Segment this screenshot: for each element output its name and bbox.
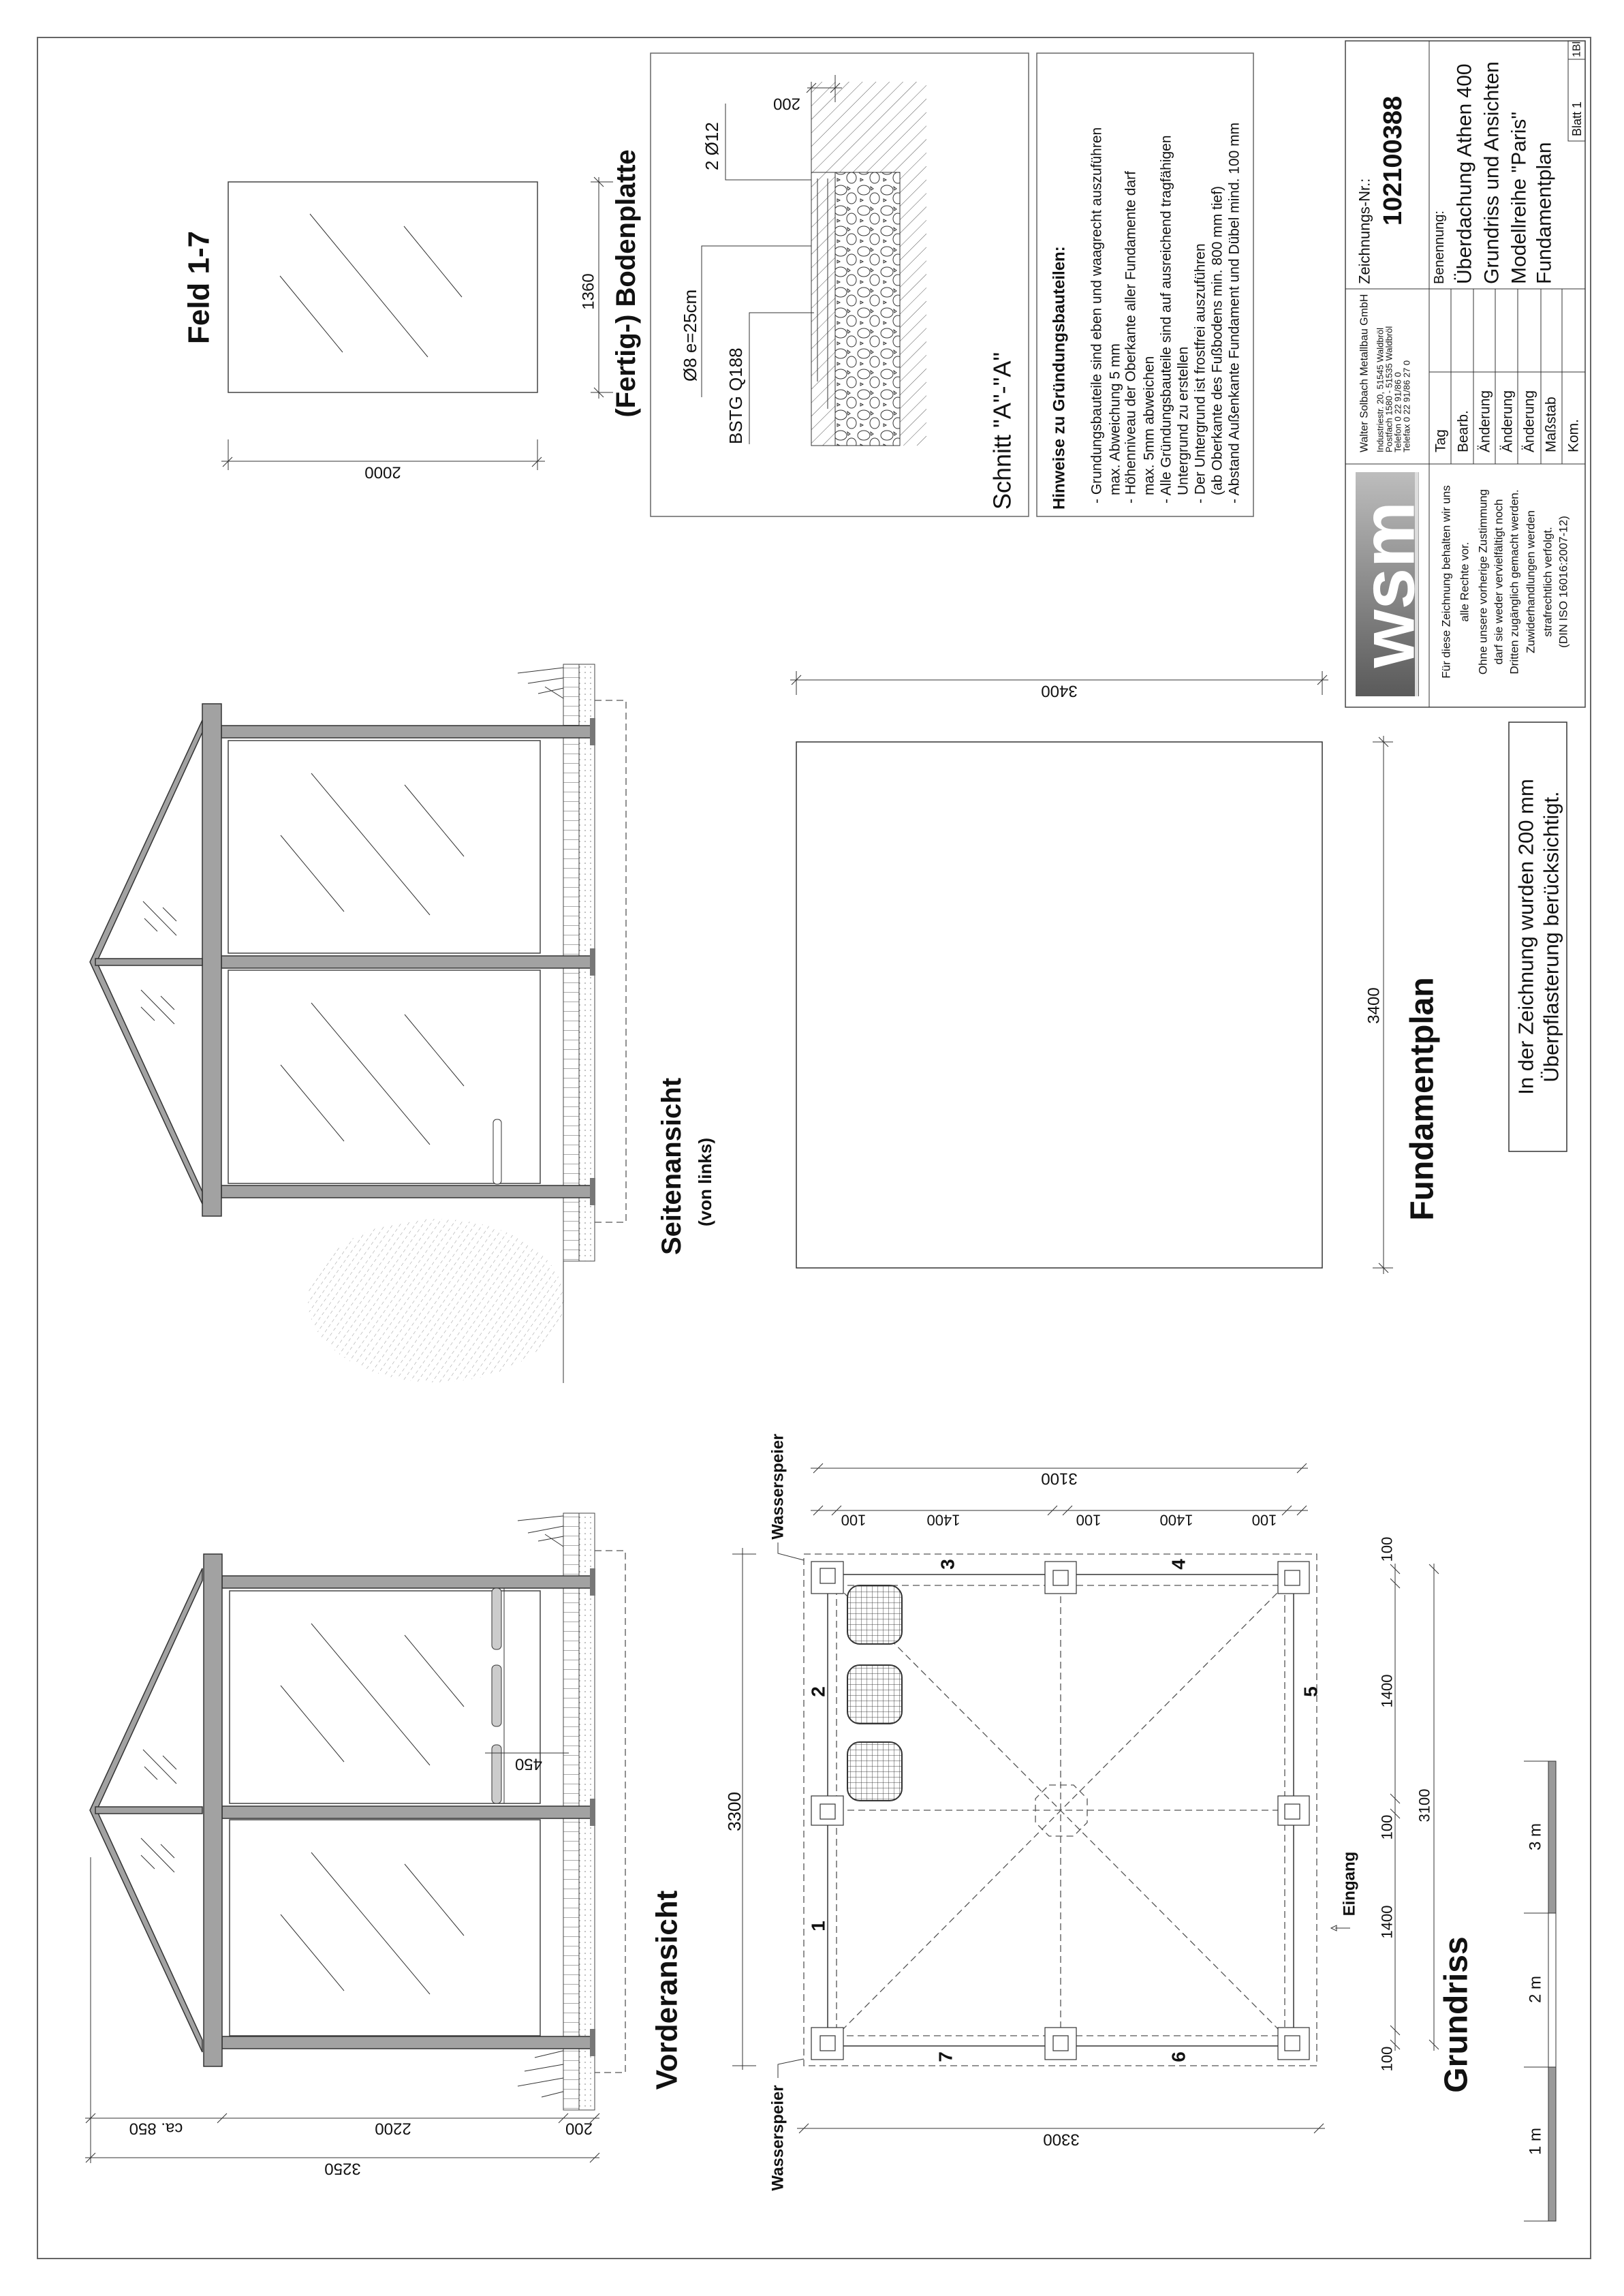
company-address: Telefon 0 22 91/86 0 xyxy=(1392,372,1403,452)
scale-label: 3 m xyxy=(1526,1822,1545,1851)
designation-label: Benennung: xyxy=(1432,211,1447,284)
row-label: Tag xyxy=(1433,429,1449,452)
gable-tie xyxy=(95,959,202,965)
section-dim-label: 200 xyxy=(772,94,801,113)
door-handle-icon xyxy=(493,1119,501,1184)
note-line: max. Abweichung 5 mm xyxy=(1107,343,1123,495)
row-label: Kom. xyxy=(1565,418,1582,452)
note-line: Untergrund zu erstellen xyxy=(1175,346,1191,495)
post xyxy=(221,726,593,738)
spout-label-bottom: Wasserspeier xyxy=(768,2085,787,2191)
plan-dim-top-part: 100 xyxy=(1076,1511,1102,1529)
plan-dim-right-part: 1400 xyxy=(1378,1905,1396,1939)
copyright-line: Ohne unsere vorherige Zustimmung xyxy=(1476,488,1490,675)
plan-dim-top-part: 1400 xyxy=(1159,1511,1193,1529)
field-number: 6 xyxy=(1168,2051,1189,2062)
floor-plan-title: Grundriss xyxy=(1438,1936,1475,2093)
foundation-outline xyxy=(595,700,626,1222)
plan-dim-top-part: 100 xyxy=(1251,1511,1277,1529)
designation-line: Fundamentplan xyxy=(1533,142,1556,284)
copyright-line: Für diese Zeichnung behalten wir uns xyxy=(1439,485,1453,679)
glass-reflection xyxy=(281,1624,464,1765)
field-number: 2 xyxy=(807,1686,829,1697)
plan-dim-bottom: 3300 xyxy=(1043,2130,1080,2149)
foundation-slab xyxy=(796,742,1322,1268)
section-detail xyxy=(611,53,1029,516)
ridge-beam xyxy=(202,704,221,1216)
panel-detail xyxy=(183,177,614,482)
roof-beams-hidden xyxy=(837,1585,1285,2036)
soil-hatch xyxy=(811,82,926,172)
field-number: 4 xyxy=(1168,1559,1189,1570)
designation-line: Grundriss und Ansichten xyxy=(1480,61,1503,284)
entrance-label: Eingang xyxy=(1340,1851,1359,1917)
base-plate xyxy=(590,2029,595,2056)
glass-panel xyxy=(230,1820,540,2036)
front-view xyxy=(85,1513,684,2178)
glass-reflection xyxy=(281,773,464,915)
notes-title: Hinweise zu Gründungsbauteilen: xyxy=(1050,246,1069,510)
copyright-line: (DIN ISO 16016:2007-12) xyxy=(1557,516,1570,648)
foundation-width-label: 3400 xyxy=(1041,681,1078,700)
plan-dim-right-part: 100 xyxy=(1378,1536,1396,1562)
note-line: (ab Oberkante des Fußbodens min. 800 mm tief) xyxy=(1209,185,1225,495)
side-view xyxy=(90,664,715,1383)
note-line: - Abstand Außenkante Fundament und Dübel mind. 100 mm xyxy=(1226,122,1243,503)
dim-overall-label: 3250 xyxy=(324,2159,361,2178)
drain-grates xyxy=(847,1585,902,1801)
field-number: 1 xyxy=(807,1921,829,1932)
plan-dim-top-total: 3100 xyxy=(1041,1469,1078,1488)
dim-door-label: 450 xyxy=(514,1754,543,1773)
foundation-notes xyxy=(1037,53,1253,516)
note-line: - Höhenniveau der Oberkante aller Fundamente darf xyxy=(1123,171,1139,503)
gable-tie xyxy=(95,1807,202,1814)
dim-roof-label: ca. 850 xyxy=(129,2119,183,2138)
plan-dim-right-part: 1400 xyxy=(1378,1674,1396,1708)
copyright-line: Dritten zugänglich gemacht werden. xyxy=(1508,489,1521,674)
gravel-layer xyxy=(835,172,900,446)
section-caption: Schnitt "A"-"A" xyxy=(988,352,1016,510)
plan-dim-right-part: 100 xyxy=(1378,1814,1396,1840)
tree-icon xyxy=(308,1219,564,1382)
field-number: 5 xyxy=(1300,1686,1322,1697)
dim-height-label: 2200 xyxy=(375,2119,411,2138)
concrete-slab xyxy=(811,172,835,446)
side-view-subtitle: (von links) xyxy=(695,1137,715,1226)
foundation-plan-title: Fundamentplan xyxy=(1404,977,1441,1221)
section-title: (Fertig-) Bodenplatte xyxy=(611,149,641,418)
company-address: Telefax 0 22 91/86 27 0 xyxy=(1401,360,1412,452)
remark-box xyxy=(1509,722,1567,1151)
note-line: - Der Untergrund ist frostfrei auszuführen xyxy=(1192,243,1208,503)
row-label: Änderung xyxy=(1477,390,1493,452)
note-line: - Grundungsbauteile sind eben und waagrecht auszuführen xyxy=(1089,127,1105,503)
logo-text: wsm xyxy=(1346,501,1431,668)
field-number: 3 xyxy=(937,1559,958,1570)
front-view-title: Vorderansicht xyxy=(650,1890,684,2090)
post xyxy=(222,1806,591,1818)
row-label: Änderung xyxy=(1521,390,1537,452)
copyright-line: Zuwiderhandlungen werden xyxy=(1524,510,1537,653)
company-name: Walter Solbach Metallbau GmbH xyxy=(1358,294,1371,452)
field-number: 7 xyxy=(935,2051,956,2062)
row-label: Bearb. xyxy=(1455,410,1471,452)
title-block xyxy=(1345,41,1585,707)
panel-title: Feld 1-7 xyxy=(182,230,216,345)
base-plate xyxy=(590,1568,595,1596)
grass-icon xyxy=(518,668,563,698)
remark-line: In der Zeichnung wurden 200 mm xyxy=(1514,779,1538,1095)
floor-plan xyxy=(724,1433,1475,2190)
designation-line: Modellreihe "Paris" xyxy=(1508,111,1531,284)
plan-dim-top-part: 1400 xyxy=(926,1511,961,1529)
copyright-line: darf sie weder vervielfältigt noch xyxy=(1492,499,1505,665)
plan-dim-right-part: 100 xyxy=(1378,2046,1396,2072)
scale-bar xyxy=(1524,1761,1556,2221)
grates-side xyxy=(492,1588,504,1803)
panel-dimensions xyxy=(221,177,613,470)
sheet-count: 1Bl xyxy=(1571,41,1583,57)
post xyxy=(222,1576,591,1588)
plan-dim-top-part: 100 xyxy=(841,1511,866,1529)
scale-label: 2 m xyxy=(1526,1975,1545,2004)
row-label: Änderung xyxy=(1499,390,1516,452)
panel-width-label: 2000 xyxy=(364,463,401,482)
remark-line: Überpflasterung berücksichtigt. xyxy=(1539,791,1563,1083)
spout-label-top: Wasserspeier xyxy=(768,1433,787,1540)
company-address: Postfach 1580 - 51535 Waldbröl xyxy=(1384,326,1394,452)
glass-reflection xyxy=(281,1852,464,1994)
note-line: max. 5mm abweichen xyxy=(1141,356,1157,495)
rebar-label: 2 Ø12 xyxy=(702,122,722,170)
foundation-plan xyxy=(790,671,1441,1274)
sheet-number: Blatt 1 xyxy=(1570,101,1584,136)
copyright-line: strafrechtlich verfolgt. xyxy=(1541,527,1555,637)
dim-base-label: 200 xyxy=(565,2119,593,2138)
stirrup-label: Ø8 e=25cm xyxy=(680,289,700,382)
note-line: - Alle Gründungsbauteile sind auf ausreichend tragfähigen xyxy=(1158,135,1174,503)
copyright-line: alle Rechte vor. xyxy=(1458,542,1471,622)
foundation-outline xyxy=(595,1551,625,2073)
plan-dim-left: 3300 xyxy=(724,1792,745,1831)
drawing-number: 102100388 xyxy=(1379,95,1407,226)
designation-line: Überdachung Athen 400 xyxy=(1453,63,1476,284)
mesh-label: BSTG Q188 xyxy=(725,347,746,444)
plan-dim-right-total: 3100 xyxy=(1416,1788,1433,1822)
side-view-title: Seitenansicht xyxy=(657,1077,687,1256)
post xyxy=(221,956,593,968)
drawing-number-label: Zeichnungs-Nr.: xyxy=(1356,178,1373,284)
ridge-beam xyxy=(204,1554,222,2066)
post xyxy=(221,1185,593,1198)
base-plate xyxy=(590,1799,595,1826)
foundation-depth-label: 3400 xyxy=(1364,987,1384,1024)
post xyxy=(222,2036,591,2049)
scale-label: 1 m xyxy=(1526,2127,1545,2156)
glass-reflection xyxy=(281,1003,464,1145)
panel-height-label: 1360 xyxy=(579,273,598,310)
company-address: Industriestr. 20, 51545 Waldbröl xyxy=(1375,327,1386,452)
row-label: Maßstab xyxy=(1543,397,1559,452)
glass-panel xyxy=(228,741,540,953)
